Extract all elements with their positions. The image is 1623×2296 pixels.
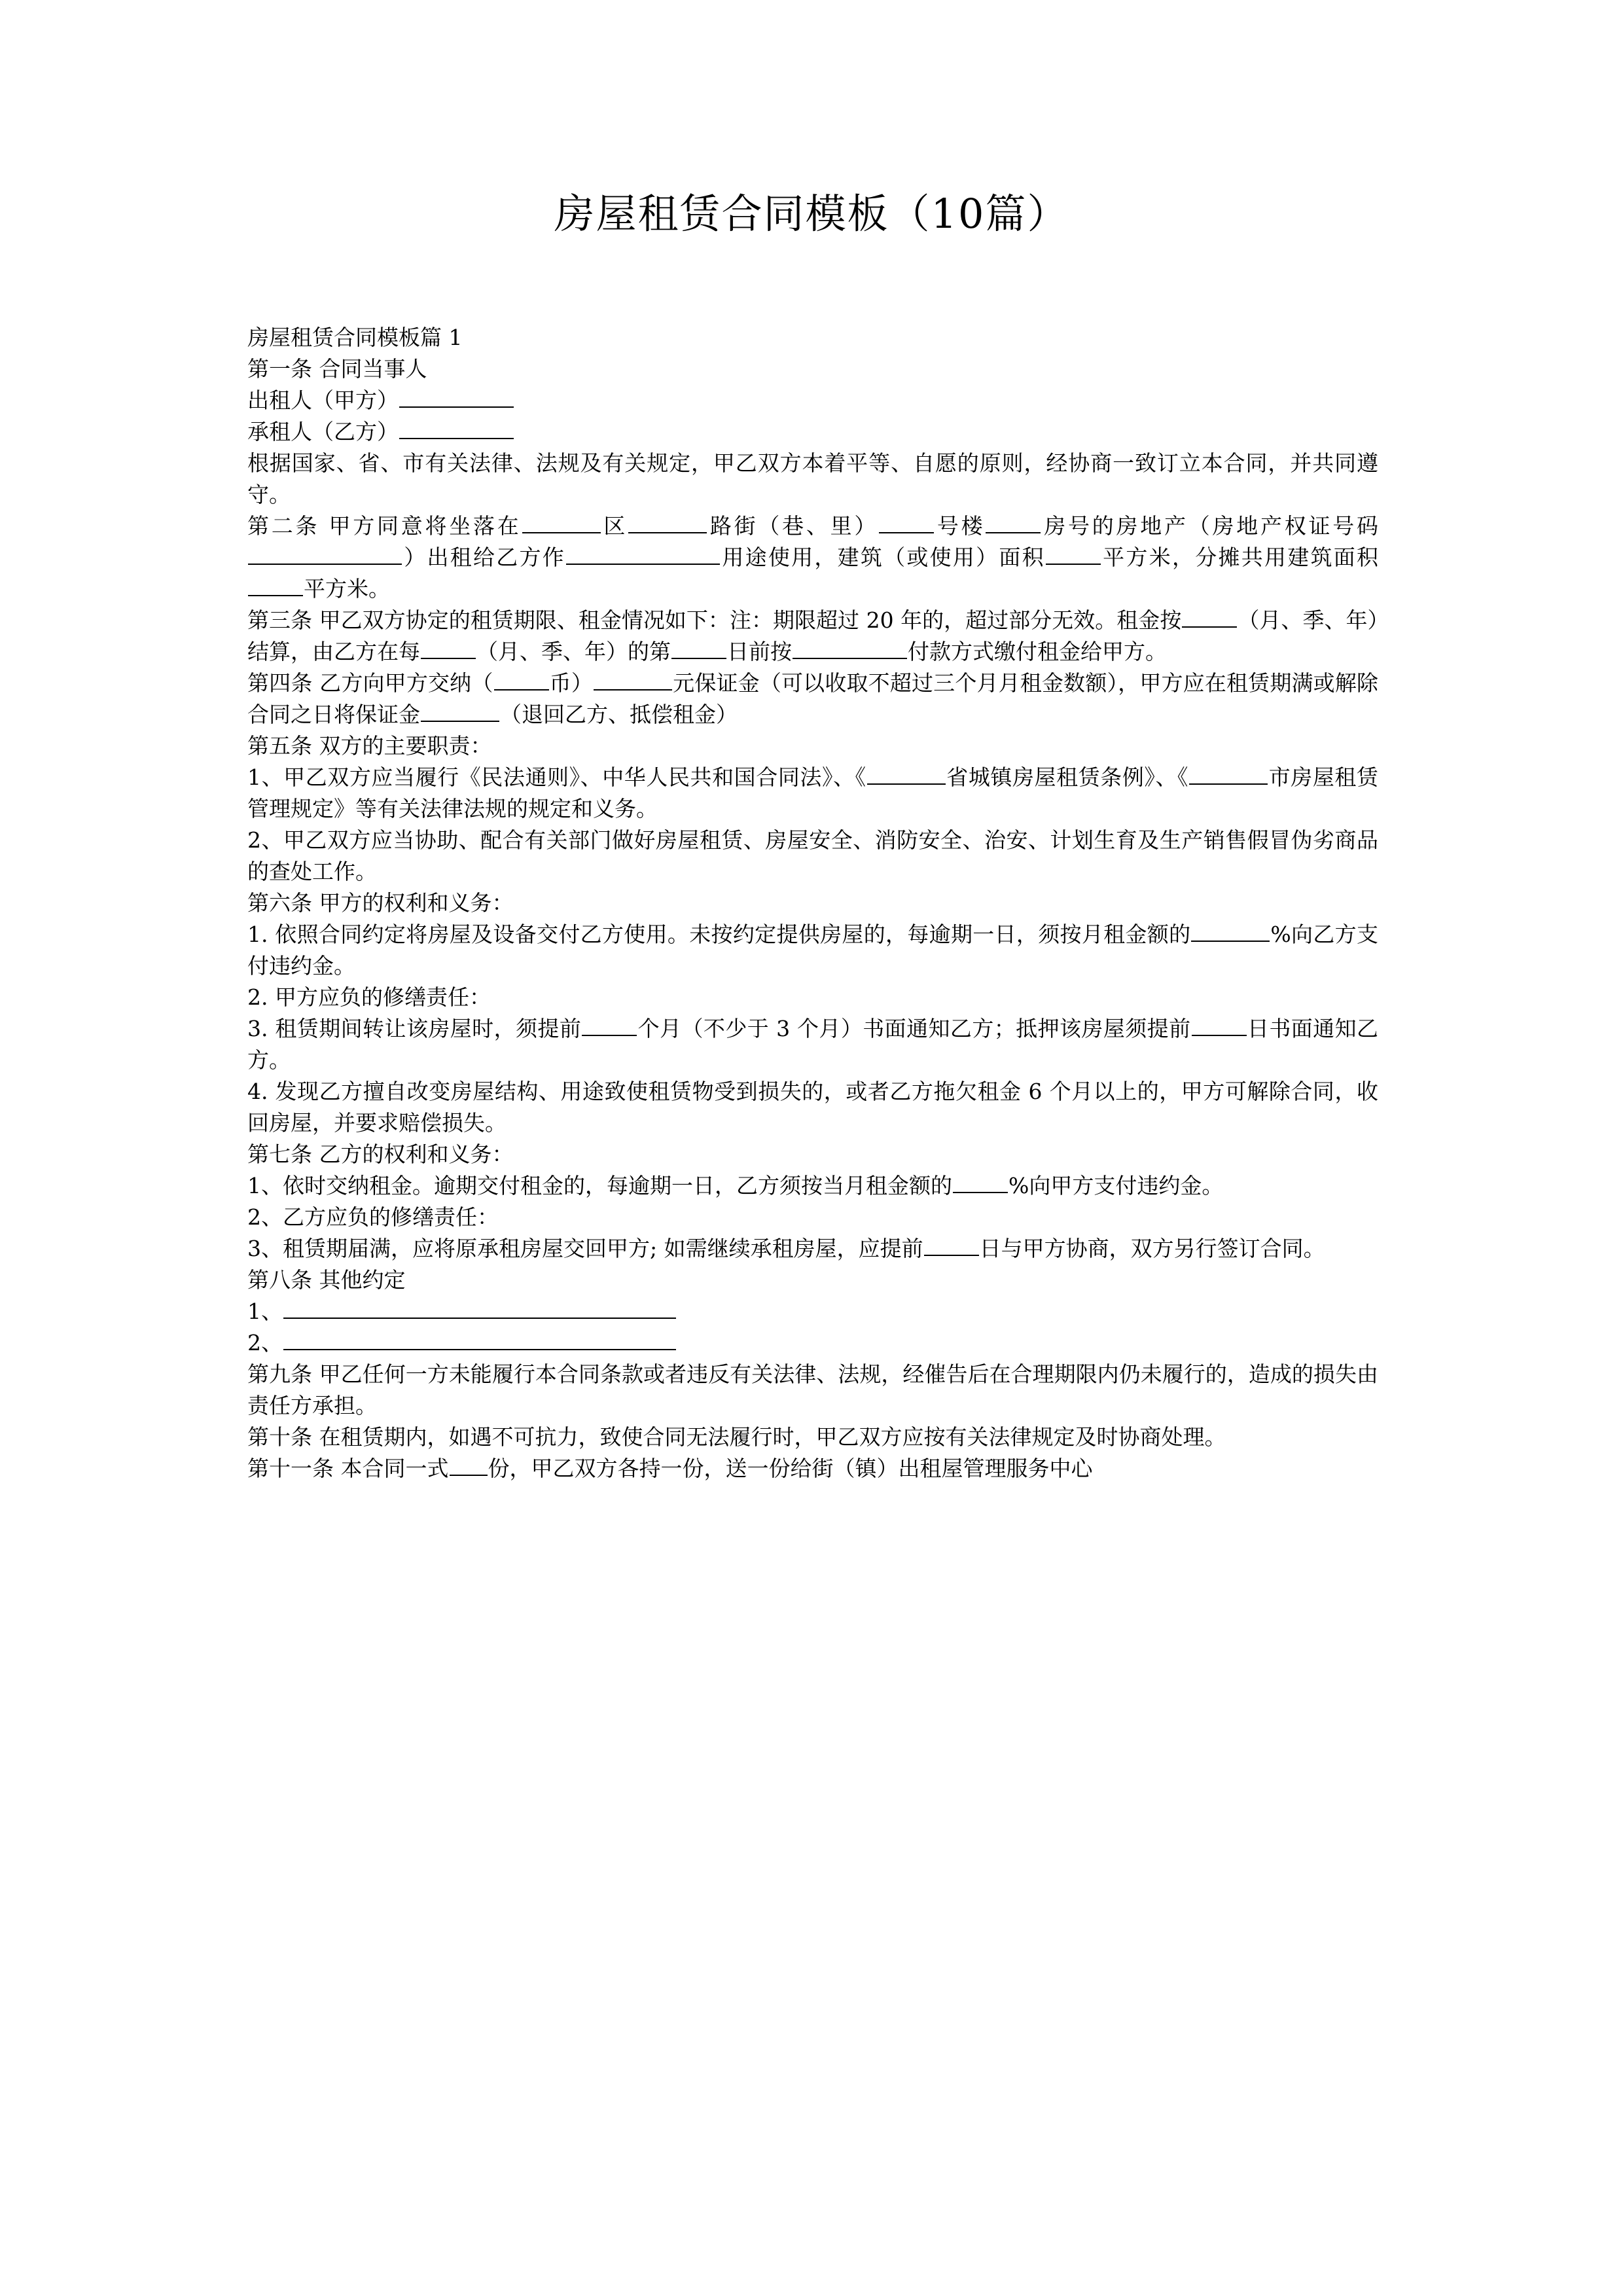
p-article-6 [247,888,1378,919]
fill-in-blank[interactable] [793,638,907,659]
fill-in-blank[interactable] [582,1015,637,1036]
text-run: 根据国家、省、市有关法律、法规及有关规定，甲乙双方本着平等、自愿的原则，经协商一致订立本合同，并共同遵守。 [247,450,1378,507]
text-run: 1、甲乙双方应当履行《民法通则》、中华人民共和国合同法》、《 [247,764,866,790]
text-run: %向乙方支付违约金。 [247,922,1378,978]
text-run: 3. 租赁期间转让该房屋时，须提前 [247,1016,582,1041]
text-run: 日与甲方协商，双方另行签订合同。 [979,1236,1325,1261]
text-run: 平方米。 [304,576,390,601]
p-article-3 [247,605,1378,668]
p-5-2 [247,825,1378,888]
text-run: 个月（不少于 3 个月）书面通知乙方；抵押该房屋须提前 [637,1016,1191,1041]
text-run: 出租人（甲方） [247,387,399,413]
p-article-5 [247,730,1378,762]
text-run: 号楼 [935,513,986,539]
text-run: 2、甲乙双方应当协助、配合有关部门做好房屋租赁、房屋安全、消防安全、治安、计划生育及生产销售假冒伪劣商品的查处工作。 [247,827,1378,884]
text-run: 第九条 甲乙任何一方未能履行本合同条款或者违反有关法律、法规，经催告后在合理期限内仍未履行的，造成的损失由责任方承担。 [247,1361,1378,1418]
p-6-3 [247,1013,1378,1076]
p-6-1 [247,919,1378,982]
text-run: 第三条 甲乙双方协定的租赁期限、租金情况如下：注：期限超过 20 年的，超过部分无效。租金按 [247,607,1182,633]
text-run: 第二条 甲方同意将坐落在 [247,513,522,539]
text-run: 1、 [247,1299,283,1324]
p-article-1 [247,353,1378,385]
p-6-2 [247,982,1378,1013]
text-run: 承租人（乙方） [247,419,399,444]
section-heading: 房屋租赁合同模板篇 1 [247,325,463,350]
fill-in-blank[interactable] [421,638,476,659]
text-run: 份，甲乙双方各持一份，送一份给街（镇）出租屋管理服务中心 [488,1456,1093,1481]
fill-in-blank[interactable] [879,512,934,533]
text-run: 用途使用，建筑（或使用）面积 [721,545,1045,570]
fill-in-blank[interactable] [566,544,720,565]
text-run: （退回乙方、抵偿租金） [500,702,738,727]
fill-in-blank[interactable] [1189,764,1268,785]
fill-in-blank[interactable] [953,1172,1008,1193]
text-run: 1、依时交纳租金。逾期交付租金的，每逾期一日，乙方须按当月租金额的 [247,1173,952,1198]
text-run: 日书面通知乙方。 [247,1016,1379,1073]
fill-in-blank[interactable] [283,1329,676,1350]
fill-in-blank[interactable] [1046,544,1101,565]
text-run: ）出租给乙方作 [402,545,566,570]
p-article-7 [247,1139,1378,1170]
text-run: 第七条 乙方的权利和义务： [247,1141,514,1167]
p-7-1 [247,1170,1378,1202]
text-run: 2、乙方应负的修缮责任： [247,1204,499,1230]
fill-in-blank[interactable] [248,575,303,596]
fill-in-blank[interactable] [628,512,707,533]
fill-in-blank[interactable] [283,1298,676,1319]
page-title: 房屋租赁合同模板（10篇） [554,190,1069,238]
p-8-2 [247,1327,1378,1359]
fill-in-blank[interactable] [494,670,549,691]
text-run: 第四条 乙方向甲方交纳（ [247,670,493,696]
text-run: 第十条 在租赁期内，如遇不可抗力，致使合同无法履行时，甲乙双方应按有关法律规定及时协商处理。 [247,1424,1226,1450]
p-article-8 [247,1265,1378,1296]
p-article-11 [247,1453,1378,1484]
p-5-1 [247,762,1378,825]
text-run: 第一条 合同当事人 [247,356,427,382]
text-run: 第八条 其他约定 [247,1267,406,1293]
fill-in-blank[interactable] [986,512,1041,533]
paragraph-list [247,353,1378,1484]
p-preamble [247,448,1378,511]
p-article-10 [247,1422,1378,1453]
text-run: 第五条 双方的主要职责： [247,733,492,759]
p-article-9 [247,1359,1378,1422]
text-run: 2、 [247,1330,283,1355]
text-run: 市房屋租赁管理规定》等有关法律法规的规定和义务。 [247,764,1379,821]
text-run: 省城镇房屋租赁条例》、《 [946,764,1189,790]
text-run: 日前按 [727,639,792,664]
fill-in-blank[interactable] [421,701,499,722]
text-run: （月、季、年）结算，由乙方在每 [247,607,1379,664]
fill-in-blank[interactable] [594,670,672,691]
text-run: 区 [601,513,628,539]
fill-in-blank[interactable] [450,1455,488,1476]
fill-in-blank[interactable] [1182,607,1237,628]
fill-in-blank[interactable] [1191,921,1270,942]
text-run: %向甲方支付违约金。 [1008,1173,1224,1198]
fill-in-blank[interactable] [399,418,514,439]
fill-in-blank[interactable] [671,638,726,659]
text-run: 1. 依照合同约定将房屋及设备交付乙方使用。未按约定提供房屋的，每逾期一日，须按月租金额的 [247,922,1191,947]
fill-in-blank[interactable] [399,387,514,408]
p-7-3 [247,1233,1378,1265]
p-lessee [247,416,1378,448]
text-run: 元保证金（可以收取不超过三个月月租金数额），甲方应在租赁期满或解除合同之日将保证金 [247,670,1379,727]
text-run: 币） [549,670,593,696]
text-run: 平方米，分摊共用建筑面积 [1101,545,1379,570]
fill-in-blank[interactable] [867,764,946,785]
fill-in-blank[interactable] [248,544,402,565]
p-article-2 [247,511,1378,605]
fill-in-blank[interactable] [1192,1015,1247,1036]
text-run: 3、租赁期届满，应将原承租房屋交回甲方; 如需继续承租房屋，应提前 [247,1236,923,1261]
fill-in-blank[interactable] [924,1235,979,1256]
p-6-4 [247,1076,1378,1139]
text-run: 第六条 甲方的权利和义务： [247,890,514,916]
p-lessor [247,385,1378,416]
p-8-1 [247,1296,1378,1327]
text-run: 房号的房地产（房地产权证号码 [1041,513,1379,539]
text-run: 付款方式缴付租金给甲方。 [908,639,1167,664]
text-run: 路街（巷、里） [707,513,879,539]
text-run: （月、季、年）的第 [476,639,671,664]
p-7-2 [247,1202,1378,1233]
text-run: 4. 发现乙方擅自改变房屋结构、用途致使租赁物受到损失的，或者乙方拖欠租金 6 个月以上的，甲方可解除合同，收回房屋，并要求赔偿损失。 [247,1079,1378,1136]
text-run: 2. 甲方应负的修缮责任： [247,984,491,1010]
text-run: 第十一条 本合同一式 [247,1456,449,1481]
p-article-4 [247,668,1378,730]
document-body [247,322,1378,1484]
fill-in-blank[interactable] [522,512,601,533]
